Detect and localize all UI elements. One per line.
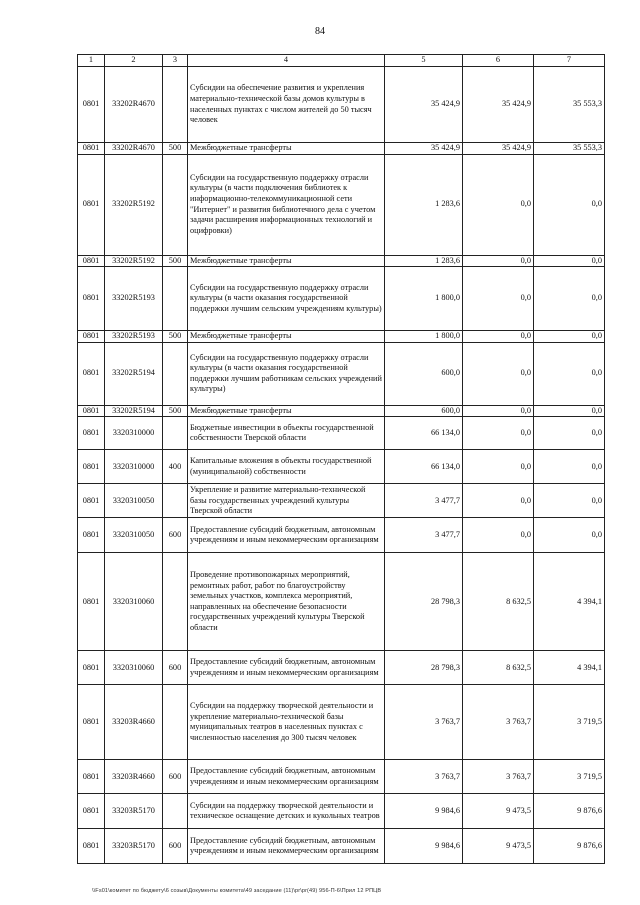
cell-amount-year3: 0,0 [534,154,605,255]
cell-amount-year2: 0,0 [463,484,534,518]
cell-expense-type [163,553,188,651]
cell-target-article: 3320310050 [105,484,163,518]
table-body [78,67,605,864]
table-header [78,55,605,67]
cell-target-article: 3320310050 [105,518,163,553]
cell-description: Межбюджетные трансферты [188,143,385,155]
cell-razdel: 0801 [78,255,105,267]
table-row [78,267,605,331]
table-row [78,255,605,267]
cell-expense-type: 400 [163,450,188,484]
cell-target-article: 33202R5192 [105,255,163,267]
cell-razdel: 0801 [78,143,105,155]
cell-description: Предоставление субсидий бюджетным, автономным учреждениям и иным некоммерческим организациям [188,760,385,794]
cell-target-article: 3320310060 [105,651,163,685]
column-header: 6 [463,55,534,67]
cell-amount-year2: 0,0 [463,342,534,405]
cell-amount-year3: 0,0 [534,331,605,343]
column-header: 1 [78,55,105,67]
cell-razdel: 0801 [78,794,105,829]
table-row [78,518,605,553]
column-number-row [78,55,605,67]
cell-amount-year1: 66 134,0 [385,450,463,484]
table-row [78,760,605,794]
cell-amount-year2: 0,0 [463,518,534,553]
cell-expense-type [163,484,188,518]
cell-description: Межбюджетные трансферты [188,255,385,267]
cell-expense-type: 600 [163,651,188,685]
cell-razdel: 0801 [78,450,105,484]
cell-description: Предоставление субсидий бюджетным, автономным учреждениям и иным некоммерческим организациям [188,651,385,685]
cell-amount-year3: 0,0 [534,450,605,484]
cell-amount-year2: 0,0 [463,405,534,417]
cell-amount-year2: 0,0 [463,267,534,331]
cell-description: Межбюджетные трансферты [188,331,385,343]
table-row [78,829,605,864]
cell-target-article: 33202R5194 [105,342,163,405]
cell-description: Укрепление и развитие материально-технической базы государственных учреждений культуры Тверской области [188,484,385,518]
page-number: 84 [315,26,325,37]
cell-description: Межбюджетные трансферты [188,405,385,417]
cell-amount-year2: 9 473,5 [463,829,534,864]
table-row [78,685,605,760]
cell-amount-year1: 9 984,6 [385,794,463,829]
cell-expense-type [163,67,188,143]
cell-description: Субсидии на поддержку творческой деятельности и укрепление материально-технической базы муниципальных театров в населенных пунктах с численностью населения до 300 тысяч человек [188,685,385,760]
cell-amount-year1: 1 283,6 [385,154,463,255]
cell-amount-year3: 9 876,6 [534,794,605,829]
cell-target-article: 3320310060 [105,553,163,651]
table-row [78,405,605,417]
cell-amount-year3: 0,0 [534,267,605,331]
cell-amount-year3: 4 394,1 [534,553,605,651]
cell-description: Субсидии на государственную поддержку отрасли культуры (в части оказания государственной поддержки лучшим работникам сельских учреждений культуры) [188,342,385,405]
table-row [78,143,605,155]
cell-amount-year3: 0,0 [534,518,605,553]
cell-description: Предоставление субсидий бюджетным, автономным учреждениям и иным некоммерческим организациям [188,518,385,553]
cell-razdel: 0801 [78,405,105,417]
cell-razdel: 0801 [78,651,105,685]
cell-amount-year3: 4 394,1 [534,651,605,685]
cell-amount-year1: 28 798,3 [385,553,463,651]
table-row [78,67,605,143]
table-row [78,450,605,484]
cell-target-article: 33202R5192 [105,154,163,255]
cell-amount-year1: 3 763,7 [385,760,463,794]
column-header: 5 [385,55,463,67]
cell-target-article: 33202R5193 [105,331,163,343]
table-row [78,794,605,829]
column-header: 7 [534,55,605,67]
table-row [78,331,605,343]
cell-amount-year1: 1 800,0 [385,267,463,331]
cell-expense-type: 500 [163,255,188,267]
column-header: 3 [163,55,188,67]
cell-amount-year2: 9 473,5 [463,794,534,829]
cell-amount-year2: 8 632,5 [463,651,534,685]
cell-target-article: 33202R4670 [105,67,163,143]
cell-amount-year1: 3 477,7 [385,518,463,553]
table-row [78,417,605,450]
cell-expense-type [163,794,188,829]
cell-amount-year3: 0,0 [534,417,605,450]
cell-amount-year3: 9 876,6 [534,829,605,864]
cell-description: Субсидии на поддержку творческой деятельности и техническое оснащение детских и кукольных театров [188,794,385,829]
cell-description: Проведение противопожарных мероприятий, ремонтных работ, работ по благоустройству земельных участков, комплекса мероприятий, направленных на обеспечение безопасности государственных учреждений культуры Тверской области [188,553,385,651]
cell-razdel: 0801 [78,67,105,143]
cell-amount-year1: 600,0 [385,342,463,405]
cell-amount-year2: 35 424,9 [463,67,534,143]
cell-amount-year2: 0,0 [463,331,534,343]
cell-amount-year3: 35 553,3 [534,67,605,143]
cell-amount-year1: 28 798,3 [385,651,463,685]
cell-target-article: 33203R5170 [105,829,163,864]
cell-expense-type [163,417,188,450]
cell-razdel: 0801 [78,342,105,405]
cell-description: Субсидии на государственную поддержку отрасли культуры (в части оказания государственной поддержки лучшим сельским учреждениям культуры) [188,267,385,331]
footer-file-path: \\Fs01\комитет по бюджету\6 созыв\Документы комитета\49 заседание (11)\pr\pr(49) 956-П-6\Прил 12 РПЦВ [92,888,382,894]
cell-target-article: 33203R5170 [105,794,163,829]
cell-amount-year3: 0,0 [534,484,605,518]
cell-razdel: 0801 [78,267,105,331]
cell-expense-type: 600 [163,760,188,794]
cell-description: Субсидии на государственную поддержку отрасли культуры (в части подключения библиотек к информационно-телекоммуникационной сети "Интернет" и развития библиотечного дела с учетом задачи расширения информационных технологий и оцифровки) [188,154,385,255]
cell-amount-year2: 35 424,9 [463,143,534,155]
cell-amount-year1: 35 424,9 [385,143,463,155]
cell-razdel: 0801 [78,484,105,518]
cell-amount-year2: 0,0 [463,450,534,484]
cell-expense-type: 500 [163,143,188,155]
cell-amount-year2: 8 632,5 [463,553,534,651]
cell-amount-year2: 3 763,7 [463,760,534,794]
cell-expense-type [163,154,188,255]
cell-amount-year2: 3 763,7 [463,685,534,760]
cell-description: Капитальные вложения в объекты государственной (муниципальной) собственности [188,450,385,484]
table-row [78,553,605,651]
cell-razdel: 0801 [78,417,105,450]
cell-razdel: 0801 [78,331,105,343]
column-header: 2 [105,55,163,67]
cell-description: Субсидии на обеспечение развития и укрепления материально-технической базы домов культуры в населенных пунктах с числом жителей до 50 тысяч человек [188,67,385,143]
cell-target-article: 3320310000 [105,417,163,450]
table-row [78,484,605,518]
cell-amount-year3: 0,0 [534,255,605,267]
cell-razdel: 0801 [78,829,105,864]
cell-target-article: 33203R4660 [105,760,163,794]
cell-target-article: 33202R5194 [105,405,163,417]
column-header: 4 [188,55,385,67]
cell-amount-year1: 3 763,7 [385,685,463,760]
cell-amount-year2: 0,0 [463,154,534,255]
cell-expense-type: 600 [163,829,188,864]
cell-amount-year3: 35 553,3 [534,143,605,155]
cell-expense-type [163,685,188,760]
cell-amount-year1: 1 800,0 [385,331,463,343]
cell-amount-year2: 0,0 [463,255,534,267]
cell-razdel: 0801 [78,553,105,651]
cell-expense-type: 600 [163,518,188,553]
table-row [78,651,605,685]
cell-amount-year3: 3 719,5 [534,685,605,760]
cell-expense-type [163,342,188,405]
cell-amount-year1: 600,0 [385,405,463,417]
cell-amount-year3: 3 719,5 [534,760,605,794]
cell-amount-year1: 9 984,6 [385,829,463,864]
table-row [78,342,605,405]
cell-description: Предоставление субсидий бюджетным, автономным учреждениям и иным некоммерческим организациям [188,829,385,864]
cell-amount-year1: 66 134,0 [385,417,463,450]
cell-target-article: 33203R4660 [105,685,163,760]
cell-razdel: 0801 [78,760,105,794]
cell-description: Бюджетные инвестиции в объекты государственной собственности Тверской области [188,417,385,450]
cell-amount-year1: 35 424,9 [385,67,463,143]
cell-target-article: 33202R4670 [105,143,163,155]
cell-razdel: 0801 [78,685,105,760]
cell-amount-year3: 0,0 [534,405,605,417]
budget-table [77,54,605,864]
cell-expense-type: 500 [163,405,188,417]
cell-expense-type: 500 [163,331,188,343]
cell-razdel: 0801 [78,518,105,553]
cell-amount-year2: 0,0 [463,417,534,450]
cell-razdel: 0801 [78,154,105,255]
table-row [78,154,605,255]
cell-amount-year1: 1 283,6 [385,255,463,267]
cell-target-article: 3320310000 [105,450,163,484]
cell-amount-year3: 0,0 [534,342,605,405]
cell-target-article: 33202R5193 [105,267,163,331]
cell-expense-type [163,267,188,331]
cell-amount-year1: 3 477,7 [385,484,463,518]
